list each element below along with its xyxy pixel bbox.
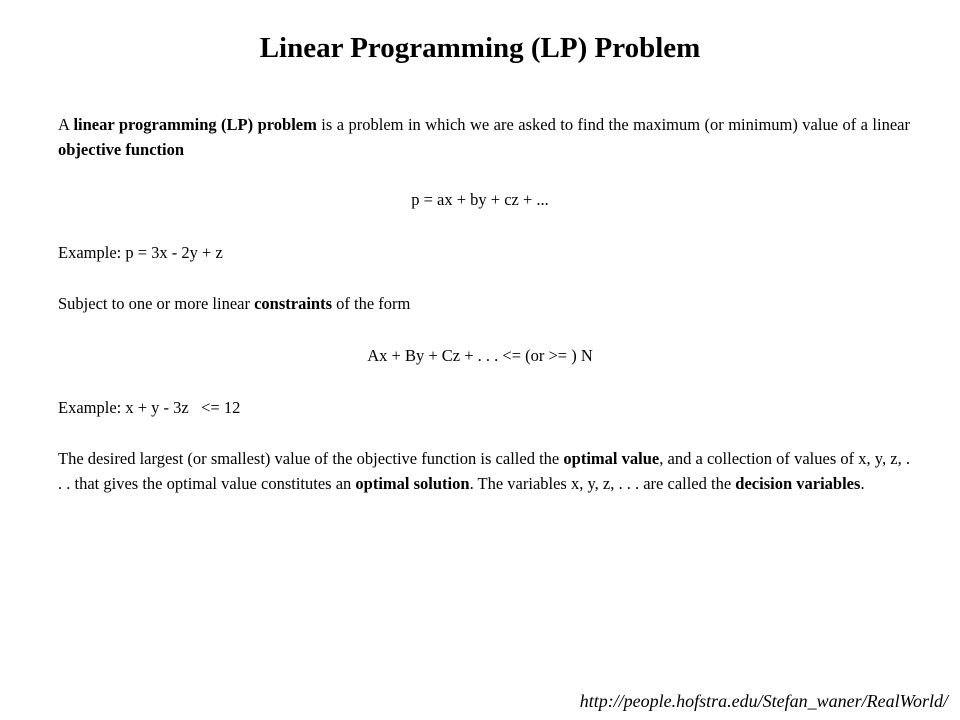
constraints-term: constraints [254,294,333,313]
definition-term-lp-problem: linear programming (LP) problem [73,115,317,134]
source-url-link[interactable]: http://people.hofstra.edu/Stefan_waner/RealWorld/ [579,691,948,711]
constraint-formula: Ax + By + Cz + . . . <= (or >= ) N [367,346,593,365]
page-title: Linear Programming (LP) Problem [259,32,701,64]
definition-text-1: A [58,115,74,134]
decision-variables-term: decision variables [735,474,861,493]
optimal-text-2: , and a collection of values of x, y, z, . . . that gives the optimal value constitutes an [58,449,910,493]
optimal-text-1: The desired largest (or smallest) value of the objective function is called the [58,449,564,468]
constraint-example: Example: x + y - 3z <= 12 [58,398,241,417]
objective-example: Example: p = 3x - 2y + z [58,243,223,262]
optimal-text-3: . The variables x, y, z, . . . are called the [469,474,736,493]
constraints-paragraph [58,291,910,316]
optimal-solution-term: optimal solution [355,474,470,493]
definition-term-objective-function: objective function [58,140,185,159]
definition-paragraph [58,112,910,162]
optimal-value-term: optimal value [563,449,660,468]
optimal-paragraph [58,446,910,496]
constraints-text-1: Subject to one or more linear [58,294,255,313]
constraints-text-2: of the form [332,294,411,313]
objective-formula: p = ax + by + cz + ... [411,190,549,209]
optimal-text-4: . [860,474,865,493]
definition-text-2: is a problem in which we are asked to find the maximum (or minimum) value of a linear [316,115,910,134]
